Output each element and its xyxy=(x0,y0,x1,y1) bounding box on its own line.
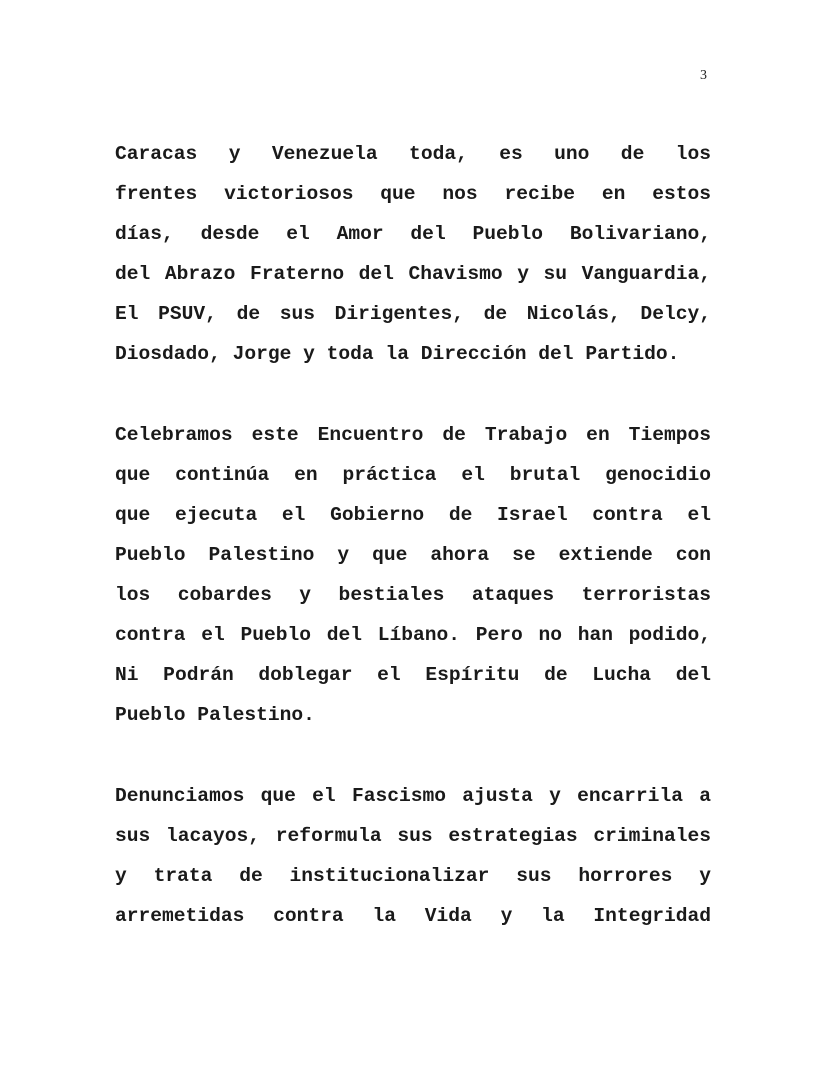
text-line: Celebramos este Encuentro de Trabajo en Tiempos xyxy=(115,423,711,446)
text-line: Diosdado, Jorge y toda la Dirección del Partido. xyxy=(115,343,680,366)
text-line: Denunciamos que el Fascismo ajusta y encarrila a xyxy=(115,784,711,807)
text-line: Pueblo Palestino y que ahora se extiende con xyxy=(115,543,711,566)
paragraph-3 xyxy=(115,776,711,936)
text-line: y trata de institucionalizar sus horrores y xyxy=(115,864,711,887)
text-line: Pueblo Palestino. xyxy=(115,704,315,727)
text-line: El PSUV, de sus Dirigentes, de Nicolás, Delcy, xyxy=(115,303,711,326)
text-line: frentes victoriosos que nos recibe en estos xyxy=(115,183,711,206)
text-line: contra el Pueblo del Líbano. Pero no han podido, xyxy=(115,624,711,647)
text-line: Ni Podrán doblegar el Espíritu de Lucha del xyxy=(115,664,711,687)
document-body xyxy=(115,134,711,976)
text-line: que continúa en práctica el brutal genocidio xyxy=(115,463,711,486)
text-line: Caracas y Venezuela toda, es uno de los xyxy=(115,143,711,165)
text-line: que ejecuta el Gobierno de Israel contra el xyxy=(115,503,711,526)
page-number: 3 xyxy=(700,68,707,83)
paragraph-2 xyxy=(115,415,711,736)
paragraph-1 xyxy=(115,134,711,375)
text-line: arremetidas contra la Vida y la Integridad xyxy=(115,904,711,927)
text-line: los cobardes y bestiales ataques terroristas xyxy=(115,584,711,607)
text-line: del Abrazo Fraterno del Chavismo y su Vanguardia, xyxy=(115,263,711,286)
text-line: sus lacayos, reformula sus estrategias criminales xyxy=(115,824,711,847)
text-line: días, desde el Amor del Pueblo Bolivariano, xyxy=(115,223,711,246)
